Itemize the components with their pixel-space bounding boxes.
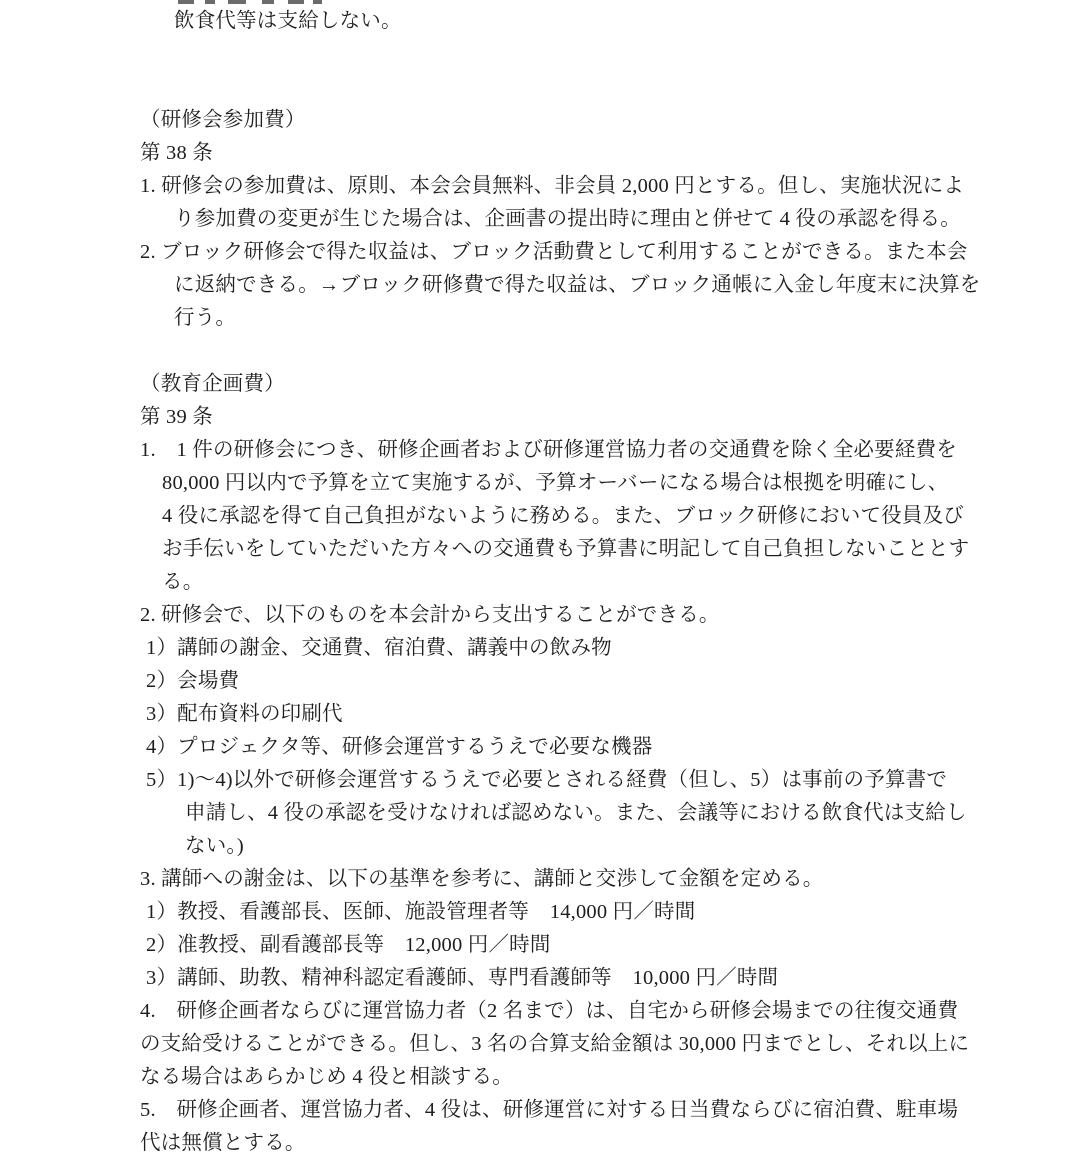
sub-list-item: 2）准教授、副看護部長等 12,000 円／時間 <box>146 934 551 956</box>
list-item: 5. 研修企画者、運営協力者、4 役は、研修運営に対する日当費ならびに宿泊費、駐車場 <box>140 1099 959 1121</box>
list-item: 2. ブロック研修会で得た収益は、ブロック活動費として利用することができる。また本会 <box>140 241 968 263</box>
text-line: る。 <box>162 571 204 593</box>
blank-line <box>140 38 950 71</box>
text-line: お手伝いをしていただいた方々への交通費も予算書に明記して自己負担しないこととす <box>162 538 970 560</box>
clipped-glyph-fragment <box>205 0 215 4</box>
blank-line <box>140 335 950 368</box>
text-line: なる場合はあらかじめ 4 役と相談する。 <box>140 1066 513 1088</box>
text-line: 4 役に承認を得て自己負担がないように務める。また、ブロック研修において役員及び <box>162 505 964 527</box>
text-line: 80,000 円以内で予算を立て実施するが、予算オーバーになる場合は根拠を明確にし、 <box>162 472 949 494</box>
list-item: 1. 1 件の研修会につき、研修企画者および研修運営協力者の交通費を除く全必要経費を <box>140 439 957 461</box>
list-item: 3. 講師への謝金は、以下の基準を参考に、講師と交渉して金額を定める。 <box>140 868 824 890</box>
list-item: 1. 研修会の参加費は、原則、本会会員無料、非会員 2,000 円とする。但し、実施状況によ <box>140 175 965 197</box>
section-title-kyoikukikakuhi: （教育企画費） <box>140 373 285 395</box>
sub-list-item: 2）会場費 <box>146 670 240 692</box>
clipped-glyph-fragment <box>178 0 194 4</box>
clipped-glyph-fragment <box>228 0 246 4</box>
sub-list-item: 1）講師の謝金、交通費、宿泊費、講義中の飲み物 <box>146 637 612 659</box>
text-line: ない。) <box>185 835 244 857</box>
sub-list-item: 5）1)～4)以外で研修会運営するうえで必要とされる経費（但し、5）は事前の予算書で <box>146 769 948 791</box>
clipped-glyph-fragment <box>262 0 274 4</box>
text-line: の支給受けることができる。但し、3 名の合算支給金額は 30,000 円までとし、それ以上に <box>140 1033 970 1055</box>
sub-list-item: 3）講師、助教、精神科認定看護師、専門看護師等 10,000 円／時間 <box>146 967 779 989</box>
text-line: 代は無償とする。 <box>140 1132 306 1154</box>
sub-list-item: 3）配布資料の印刷代 <box>146 703 343 725</box>
text-line: り参加費の変更が生じた場合は、企画書の提出時に理由と併せて 4 役の承認を得る。 <box>174 208 961 230</box>
blank-line <box>140 71 950 104</box>
sub-list-item: 1）教授、看護部長、医師、施設管理者等 14,000 円／時間 <box>146 901 696 923</box>
article-heading-39: 第 39 条 <box>140 406 213 428</box>
article-heading-38: 第 38 条 <box>140 142 213 164</box>
text-line: 飲食代等は支給しない。 <box>174 10 402 32</box>
list-item: 2. 研修会で、以下のものを本会計から支出することができる。 <box>140 604 720 626</box>
clipped-glyph-fragment <box>288 0 304 4</box>
sub-list-item: 4）プロジェクタ等、研修会運営するうえで必要な機器 <box>146 736 653 758</box>
section-title-sankahi: （研修会参加費） <box>140 109 306 131</box>
clipped-glyph-fragment <box>313 0 322 4</box>
list-item: 4. 研修企画者ならびに運営協力者（2 名まで）は、自宅から研修会場までの往復交通費 <box>140 1000 959 1022</box>
text-line: 行う。 <box>174 307 237 329</box>
document-body <box>140 5 981 1160</box>
text-line: 申請し、4 役の承認を受けなければ認めない。また、会議等における飲食代は支給し <box>185 802 967 824</box>
text-line: に返納できる。→ブロック研修費で得た収益は、ブロック通帳に入金し年度末に決算を <box>174 274 981 296</box>
